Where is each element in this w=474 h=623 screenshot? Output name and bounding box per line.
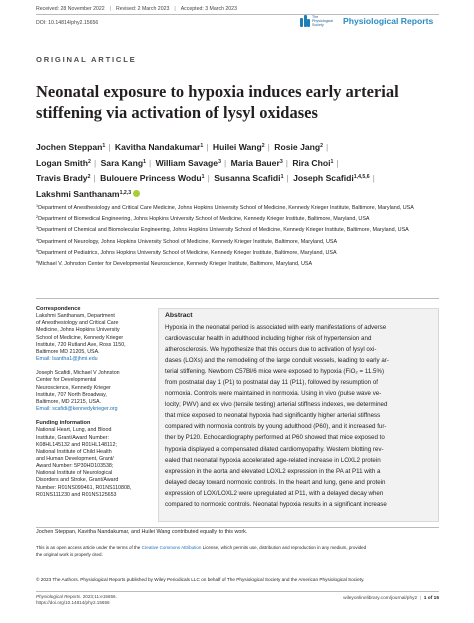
author-name[interactable]: Jochen Steppan	[36, 142, 103, 152]
article-type: ORIGINAL ARTICLE	[36, 55, 137, 64]
author-affiliation-mark: 1	[201, 174, 205, 181]
orcid-icon[interactable]	[133, 190, 140, 197]
doi-text[interactable]: DOI: 10.14814/phy2.15656	[36, 20, 99, 26]
affiliation-item	[36, 261, 446, 269]
author-name[interactable]: Bulouere Princess Wodu	[100, 173, 202, 184]
footer-volume: 2023;11:e15656.	[81, 594, 117, 599]
author-affiliation-mark: 1,4,5,6	[353, 174, 370, 181]
abstract-line: compared with normoxia controls by young adulthood (P60), and it increased fur-	[165, 423, 387, 431]
abstract-box	[158, 308, 439, 522]
author-affiliation-mark: 1	[280, 174, 284, 181]
author-name[interactable]: Sara Kang	[100, 157, 144, 168]
received-date: Received: 28 November 2022	[36, 6, 105, 12]
license-link[interactable]: Creative Commons Attribution	[141, 545, 202, 550]
abstract-heading: Abstract	[165, 312, 193, 319]
article-history: Received: 28 November 2022 | Revised: 2 March 2023 | Accepted: 3 March 2023	[36, 6, 237, 12]
author-affiliation-mark: 1	[143, 158, 146, 165]
affiliation-number: 4	[36, 237, 39, 242]
abstract-line: that mice exposed to neonatal hypoxia had significantly higher arterial stiffness	[165, 412, 381, 420]
author-name[interactable]: Travis Brady	[36, 173, 88, 184]
funding-text: National Heart, Lung, and Blood Institute, Grant/Award Number: K08HL145132 and R01HL148112; National Institute of Child Health and Human Development, Grant/ Award Number: 5P30HD103538; National Institute of Neurological Disorders and Stroke, Grant/Award Number: R01NS099461, R01NS110808, R01NS111230 and R01NS125653	[36, 427, 132, 498]
footer-journal: Physiological Reports.	[36, 594, 82, 599]
author-name[interactable]: William Savage	[155, 157, 219, 168]
affiliation-number: 1	[36, 204, 39, 208]
affiliation-number: 3	[36, 226, 39, 231]
author-name[interactable]: Kavitha Nandakumar	[114, 142, 201, 152]
section-rule	[36, 298, 439, 299]
author-list	[36, 140, 446, 202]
publisher-name: The Physiological Society	[312, 14, 333, 27]
affiliation-list	[36, 205, 446, 272]
affiliation-item	[36, 205, 446, 213]
affiliation-number: 2	[36, 215, 39, 220]
affiliation-text: Department of Anesthesiology and Critical Care Medicine, Johns Hopkins University School of Medicine, Kennedy Krieger Institute, Baltimore, Maryland, USA	[38, 205, 414, 211]
article-title	[36, 81, 446, 123]
correspondence-email[interactable]: Email: scafidi@kennedykrieger.org	[36, 406, 118, 413]
abstract-line: compared to normoxic controls. Neonatal hypoxia results in a significant increase	[165, 500, 387, 508]
abstract-line: terial stiffening. Newborn C57Bl/6 mice were exposed to hypoxia (FiO₂ = 11.5%)	[165, 368, 385, 376]
correspondence-email[interactable]: Email: lsantha1@jhmi.edu	[36, 356, 98, 363]
author-affiliation-mark: 2	[261, 143, 265, 149]
affiliation-item	[36, 227, 446, 235]
abstract-line: ther by P120. Echocardiography performed at P60 showed that mice exposed to	[165, 434, 385, 442]
author-affiliation-mark: 3	[279, 158, 283, 165]
author-name[interactable]: Maria Bauer	[230, 157, 280, 168]
author-line: Jochen Steppan$^1$ | Kavitha Nandakumar$^1$ | Huilei Wang$^2$ | Rosie Jang$^2$ |	[36, 142, 329, 152]
author-name[interactable]: Rosie Jang	[274, 142, 321, 152]
title-line: stiffening via activation of lysyl oxidases	[36, 103, 318, 122]
author-affiliation-mark: 3	[218, 158, 221, 165]
abstract-line: ealed that neonatal hypoxia accelerated age-related increase in LOXL2 protein	[165, 456, 381, 464]
abstract-line: expression of LOX/LOXL2 were upregulated at P11, with a delayed decay when	[165, 489, 384, 497]
affiliation-number: 6	[36, 259, 39, 264]
author-name[interactable]: Rira Choi	[292, 157, 331, 168]
abstract-line: hypoxia displayed a compensated dilated cardiomyopathy. Western blotting rev-	[165, 445, 384, 453]
author-line: Logan Smith$^2$ | Sara Kang$^1$ | William Savage$^3$ | Maria Bauer$^3$ | Rira Choi$^1$ |	[36, 157, 339, 168]
footer-site-link[interactable]: wileyonlinelibrary.com/journal/phy2	[343, 596, 418, 601]
page-number: 1 of 15	[423, 596, 439, 601]
journal-logo[interactable]	[300, 14, 433, 27]
author-affiliation-mark: 1	[330, 158, 334, 165]
abstract-line: delayed decay toward normoxic controls. In the heart and lung, gene and protein	[165, 478, 386, 486]
abstract-line: normoxia. Controls were maintained in normoxia. Using in vivo (pulse wave ve-	[165, 390, 382, 398]
copyright-statement: © 2023 The Authors. Physiological Reports published by Wiley Periodicals LLC on behalf of The Physiological Society and the American Physiological Society.	[36, 577, 365, 582]
affiliation-text: Department of Chemical and Biomolecular Engineering, Johns Hopkins University School of Medicine, Kennedy Krieger Institute, Baltimore, Maryland, USA	[38, 227, 409, 234]
affiliation-text: Department of Pediatrics, Johns Hopkins University School of Medicine, Kennedy Krieger Institute, Baltimore, Maryland, USA	[38, 249, 337, 256]
footnote-rule	[36, 527, 439, 528]
license-text: the original work is properly cited.	[36, 552, 103, 558]
author-name[interactable]: Joseph Scafidi	[293, 173, 354, 184]
author-affiliation-mark: 2	[88, 158, 91, 165]
footer-rule	[36, 591, 439, 592]
license-statement	[36, 544, 446, 558]
author-affiliation-mark: 1	[102, 143, 106, 149]
title-line: Neonatal exposure to hypoxia induces early arterial	[36, 82, 399, 101]
affiliation-text: Department of Neurology, Johns Hopkins University School of Medicine, Kennedy Krieger Institute, Baltimore, Maryland, USA	[38, 238, 338, 245]
footer-right: wileyonlinelibrary.com/journal/phy2 | 1 of 15	[343, 596, 439, 601]
author-name[interactable]: Logan Smith	[36, 157, 89, 168]
abstract-line: atherosclerosis. We hypothesize that this occurs due to activation of lysyl oxi-	[165, 346, 377, 354]
license-text: This is an open access article under the terms of the	[36, 545, 142, 550]
abstract-line: expression in the aorta and elevated LOXL2 expression in the PA at P11 with a	[165, 467, 381, 475]
abstract-line: locity; PWV) and ex vivo (tensile testing) arterial stiffness indexes, we determined	[165, 401, 388, 409]
affiliation-text: Department of Biomedical Engineering, Johns Hopkins University School of Medicine, Kennedy Krieger Institute, Baltimore, Maryland, USA	[38, 216, 370, 223]
author-affiliation-mark: 1,2,3	[119, 189, 132, 196]
author-name[interactable]: Susanna Scafidi	[214, 173, 281, 184]
author-line	[36, 187, 446, 203]
society-logo-icon	[300, 14, 310, 27]
revised-date: Revised: 2 March 2023	[116, 6, 170, 12]
correspondence-heading: Correspondence	[36, 306, 81, 312]
author-line: Travis Brady$^2$ | Bulouere Princess Wodu$^1$ | Susanna Scafidi$^1$ | Joseph Scafidi$^{1,4,5,6}$ |	[36, 173, 375, 184]
affiliation-item	[36, 216, 446, 224]
abstract-line: Hypoxia in the neonatal period is associated with early manifestations of adverse	[165, 324, 387, 331]
journal-name: Physiological Reports	[343, 15, 434, 26]
footer-citation	[36, 594, 117, 607]
correspondence-address: Joseph Scafidi, Michael V Johnston Center for Developmental Neuroscience, Kennedy Krieger Institute, 707 North Broadway, Baltimore, MD 21215, USA.	[36, 370, 120, 405]
affiliation-item	[36, 250, 446, 258]
equal-contribution-note: Jochen Steppan, Kavitha Nandakumar, and Huilei Wang contributed equally to this work.	[36, 529, 248, 535]
correspondence-address: Lakshmi Santhanam, Department of Anesthesiology and Critical Care Medicine, Johns Hopkins University School of Medicine, Kennedy Krieger Institute, 720 Rutland Ave, Ross 1150, Baltimore MD 21205, USA.	[36, 313, 126, 355]
author-affiliation-mark: 2	[320, 143, 324, 149]
abstract-line: dases (LOXs) and the remodeling of the large conduit vessels, leading to early ar-	[165, 357, 389, 365]
license-text: License, which permits use, distribution and reproduction in any medium, provided	[201, 545, 367, 550]
correspondence-sidebar	[36, 306, 148, 499]
abstract-line: from postnatal day 1 (P1) to postnatal day 11 (P11), followed by resumption of	[165, 379, 379, 387]
funding-heading: Funding information	[36, 420, 91, 427]
accepted-date: Accepted: 3 March 2023	[180, 6, 237, 12]
author-affiliation-mark: 1	[200, 143, 204, 149]
footer-doi-link[interactable]: https://doi.org/10.14814/phy2.15656	[36, 600, 110, 606]
affiliation-number: 5	[36, 248, 39, 253]
abstract-body	[165, 322, 432, 510]
affiliation-text: Michael V. Johnston Center for Developmental Neuroscience, Kennedy Krieger Institute, Baltimore, Maryland, USA	[38, 260, 313, 267]
abstract-line: cardiovascular health in adulthood including higher risk of hypertension and	[165, 335, 372, 343]
author-name[interactable]: Lakshmi Santhanam	[36, 188, 120, 199]
author-affiliation-mark: 2	[87, 174, 91, 181]
affiliation-item	[36, 239, 446, 247]
author-name[interactable]: Huilei Wang	[212, 142, 262, 152]
